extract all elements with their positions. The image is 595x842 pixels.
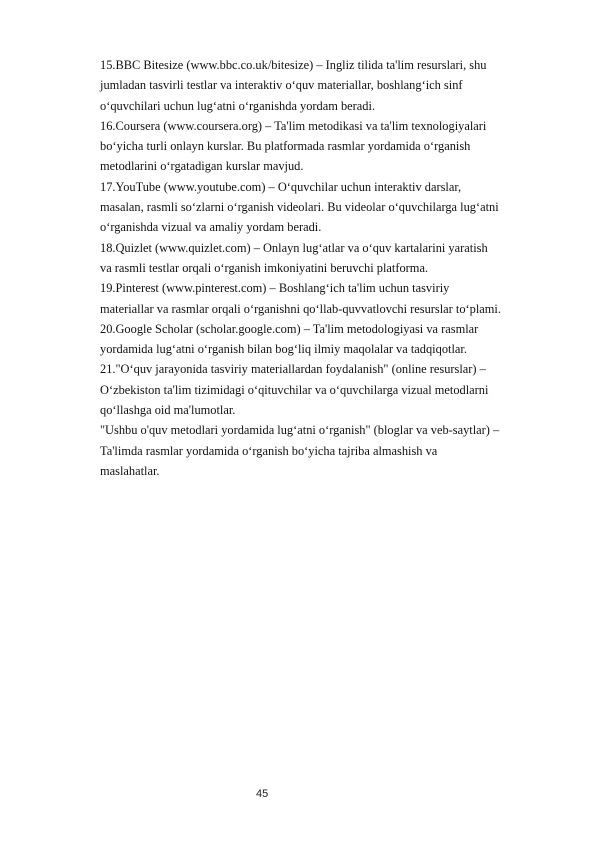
text-line: yordamida lug‘atni o‘rganish bilan bog‘liq ilmiy maqolalar va tadqiqotlar. bbox=[100, 342, 467, 357]
text-line: 17.YouTube (www.youtube.com) – O‘quvchilar uchun interaktiv darslar, bbox=[100, 179, 462, 194]
text-line: 20.Google Scholar (scholar.google.com) – Ta'lim metodologiyasi va rasmlar bbox=[100, 321, 479, 336]
text-line: 21."O‘quv jarayonida tasviriy materiallardan foydalanish" (online resurslar) – bbox=[100, 362, 486, 377]
text-line: bo‘yicha turli onlayn kurslar. Bu platformada rasmlar yordamida o‘rganish bbox=[100, 139, 471, 154]
text-line: 16.Coursera (www.coursera.org) – Ta'lim metodikasi va ta'lim texnologiyalari bbox=[100, 118, 487, 133]
text-line: va rasmli testlar orqali o‘rganish imkoniyatini beruvchi platforma. bbox=[100, 260, 429, 275]
reference-item-17 bbox=[100, 177, 560, 238]
reference-item-20 bbox=[100, 319, 560, 360]
reference-item-21 bbox=[100, 359, 560, 420]
reference-item-18 bbox=[100, 238, 560, 279]
text-line: materiallar va rasmlar orqali o‘rganishni qo‘llab-quvvatlovchi resurslar to‘plami. bbox=[100, 301, 501, 316]
text-line: metodlarini o‘rgatadigan kurslar mavjud. bbox=[100, 159, 304, 174]
text-line: 19.Pinterest (www.pinterest.com) – Boshlang‘ich ta'lim uchun tasviriy bbox=[100, 281, 450, 296]
text-line: Ta'limda rasmlar yordamida o‘rganish bo‘yicha tajriba almashish va bbox=[100, 443, 438, 458]
page-number: 45 bbox=[256, 788, 269, 800]
text-line: 18.Quizlet (www.quizlet.com) – Onlayn lug‘atlar va o‘quv kartalarini yaratish bbox=[100, 240, 488, 255]
reference-item-16 bbox=[100, 116, 560, 177]
text-line: O‘zbekiston ta'lim tizimidagi o‘qituvchilar va o‘quvchilarga vizual metodlarni bbox=[100, 382, 489, 397]
text-line: 15.BBC Bitesize (www.bbc.co.uk/bitesize) – Ingliz tilida ta'lim resurslari, shu bbox=[100, 58, 487, 72]
text-line: o‘rganishda vizual va amaliy yordam beradi. bbox=[100, 220, 322, 235]
text-line: qo‘llashga oid ma'lumotlar. bbox=[100, 403, 236, 418]
reference-item-blogs bbox=[100, 420, 560, 481]
reference-list bbox=[100, 55, 560, 481]
text-line: maslahatlar. bbox=[100, 463, 160, 478]
text-line: "Ushbu o'quv metodlari yordamida lug‘atni o‘rganish" (bloglar va veb-saytlar) – bbox=[100, 423, 500, 438]
text-line: masalan, rasmli so‘zlarni o‘rganish videolari. Bu videolar o‘quvchilarga lug‘atni bbox=[100, 200, 499, 215]
text-line: jumladan tasvirli testlar va interaktiv o‘quv materiallar, boshlang‘ich sinf bbox=[100, 78, 463, 93]
reference-item-15 bbox=[100, 55, 560, 116]
reference-item-19 bbox=[100, 278, 560, 319]
text-line: o‘quvchilari uchun lug‘atni o‘rganishda yordam beradi. bbox=[100, 98, 376, 113]
